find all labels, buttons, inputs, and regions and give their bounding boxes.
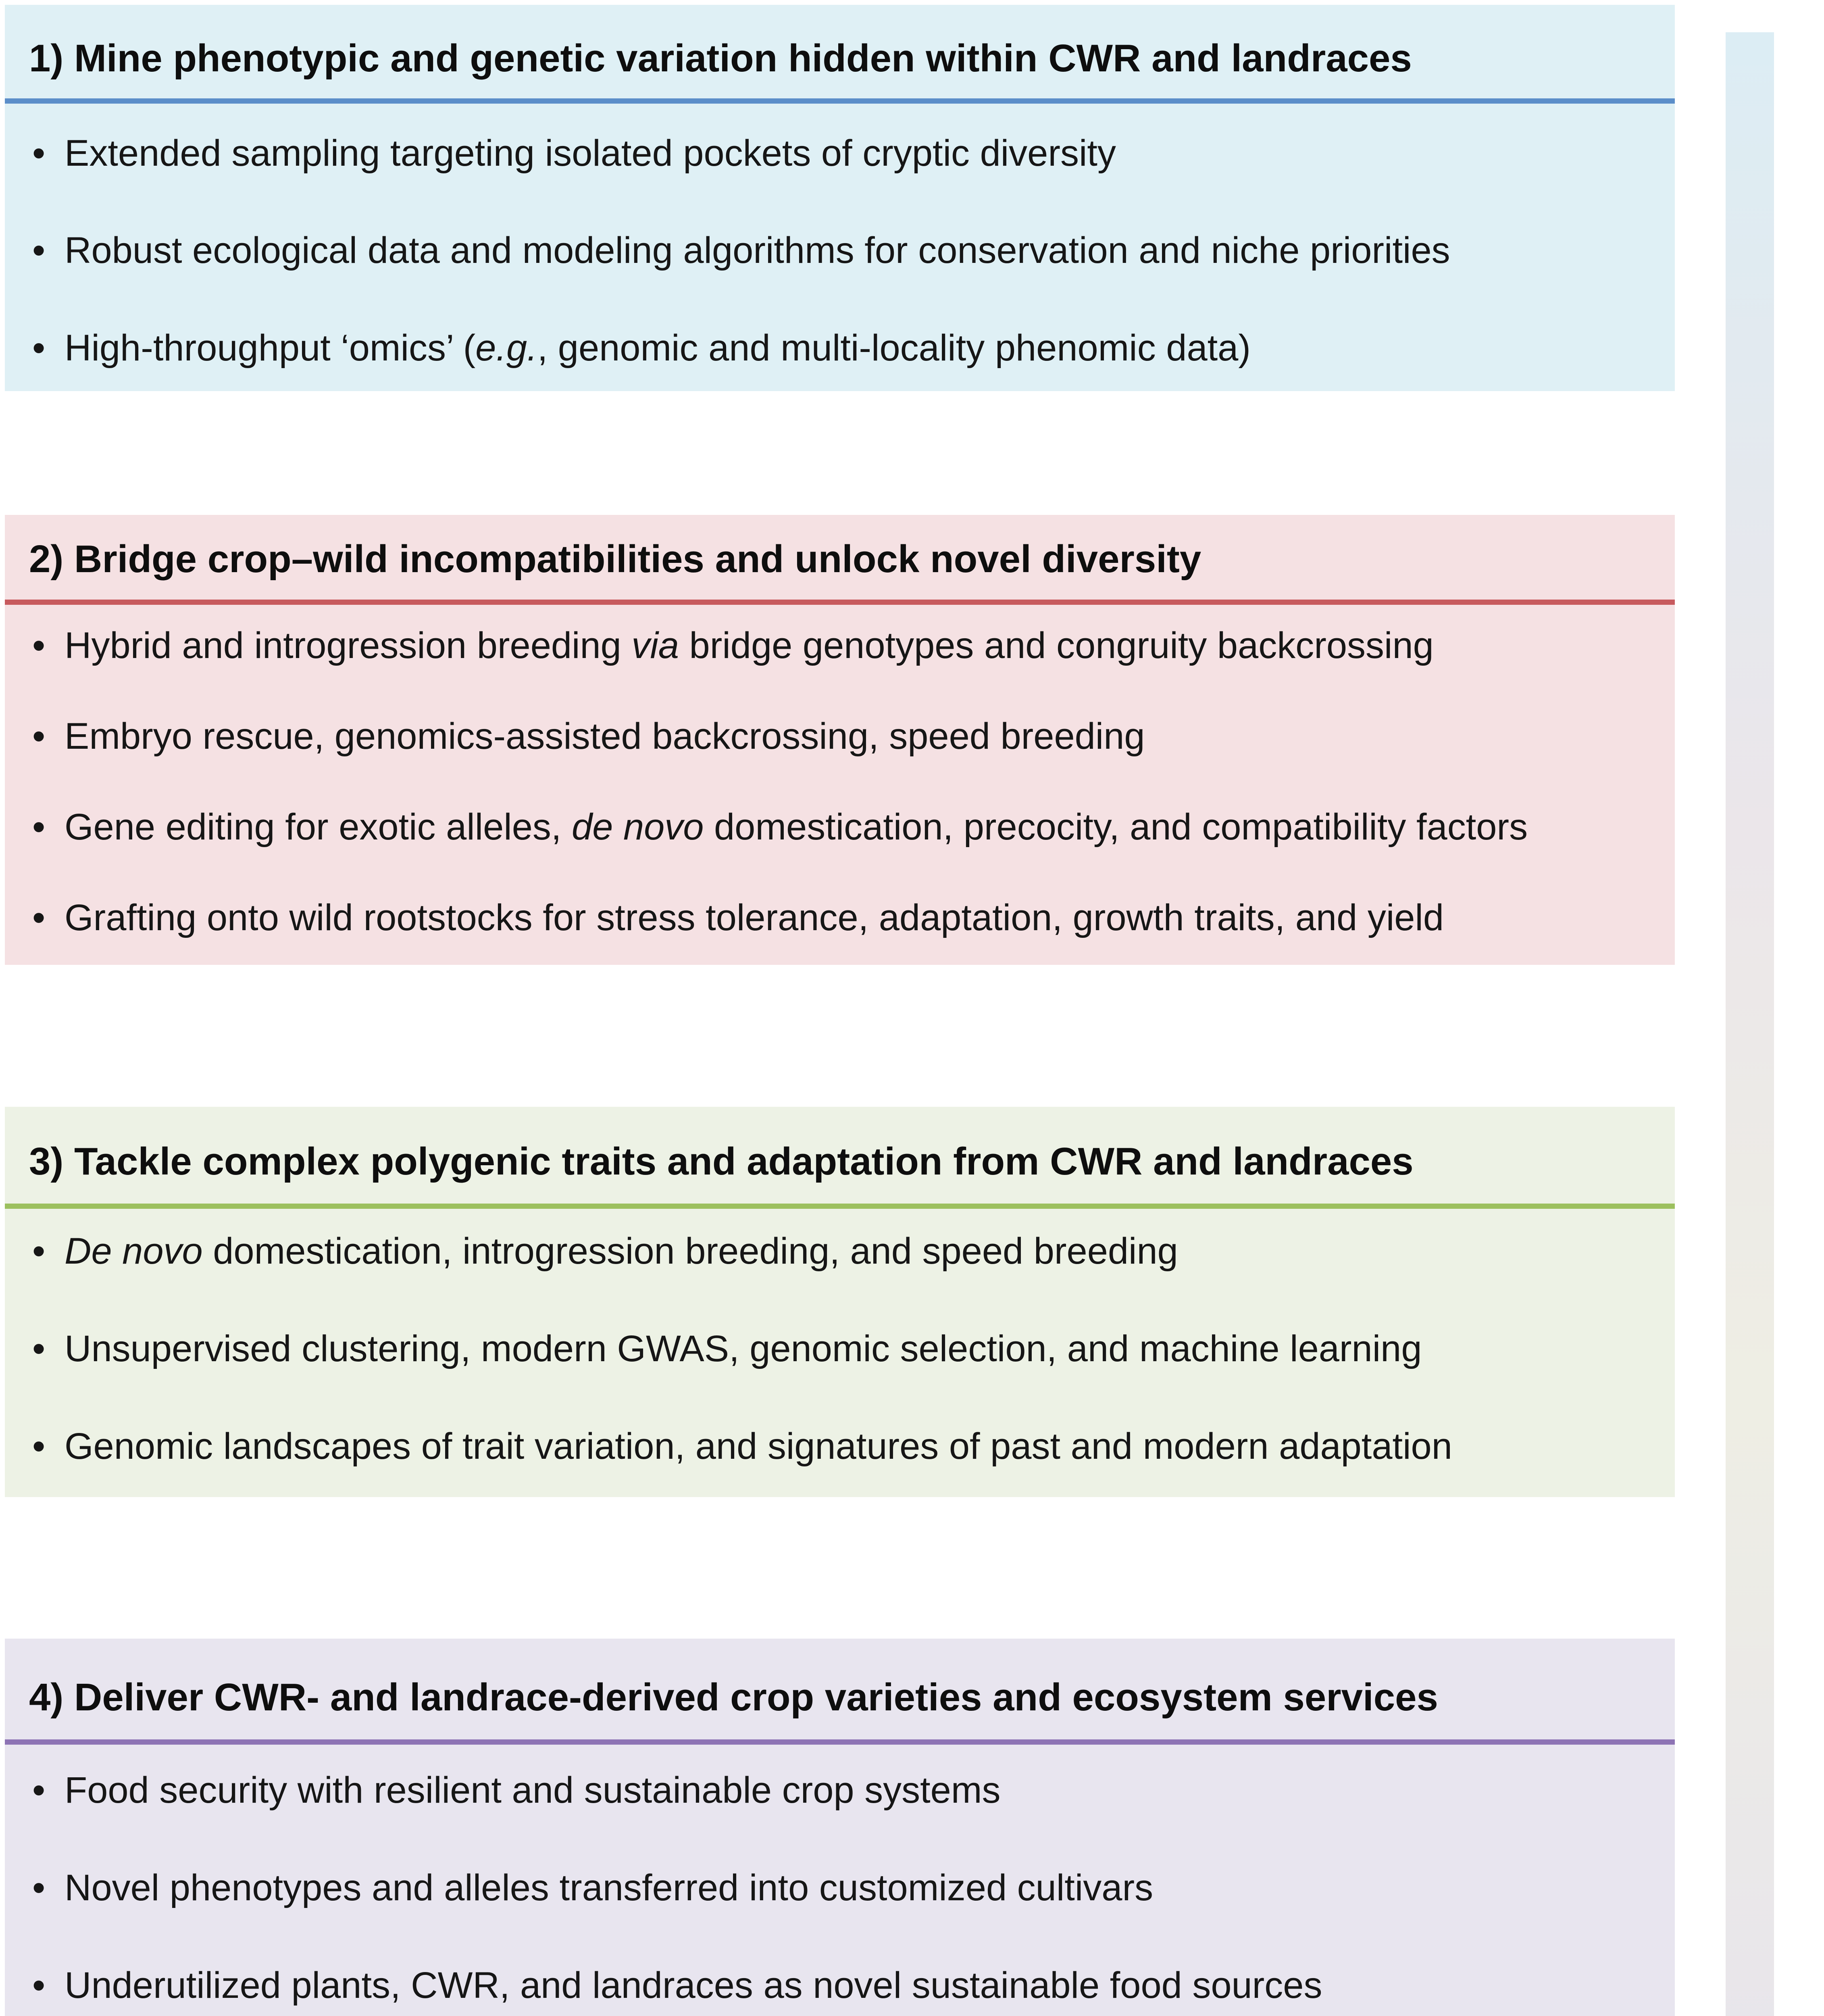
bullet-item: • Grafting onto wild rootstocks for stress tolerance, adaptation, growth traits, and yield [32,897,1444,938]
step-panel-4-title: 4) Deliver CWR- and landrace-derived crop varieties and ecosystem services [29,1676,1438,1719]
bullet-item: • Novel phenotypes and alleles transferred into customized cultivars [32,1867,1154,1908]
step-panel-4-divider [5,1739,1675,1745]
bullet-item: • Robust ecological data and modeling algorithms for conservation and niche priorities [32,230,1450,271]
step-panel-1 [5,5,1675,391]
flow-arrow [1689,32,1798,2016]
bullet-item: • High-throughput ‘omics’ (e.g., genomic and multi-locality phenomic data) [32,327,1251,369]
step-panel-1-title: 1) Mine phenotypic and genetic variation hidden within CWR and landraces [29,37,1412,80]
step-panel-3 [5,1107,1675,1497]
bullet-item: • Food security with resilient and sustainable crop systems [32,1770,1001,1811]
step-panel-4 [5,1639,1675,2016]
bullet-item: • Embryo rescue, genomics-assisted backcrossing, speed breeding [32,716,1145,757]
flow-arrow-shape [1701,32,1798,2016]
bullet-item: • De novo domestication, introgression breeding, and speed breeding [32,1231,1178,1272]
bullet-item: • Hybrid and introgression breeding via bridge genotypes and congruity backcrossing [32,625,1434,666]
step-panel-3-title: 3) Tackle complex polygenic traits and adaptation from CWR and landraces [29,1140,1414,1183]
step-panel-3-divider [5,1204,1675,1209]
step-panel-2-title: 2) Bridge crop–wild incompatibilities and unlock novel diversity [29,537,1201,581]
bullet-item: • Extended sampling targeting isolated pockets of cryptic diversity [32,133,1116,174]
bullet-item: • Gene editing for exotic alleles, de novo domestication, precocity, and compatibility factors [32,806,1528,848]
bullet-item: • Unsupervised clustering, modern GWAS, genomic selection, and machine learning [32,1328,1422,1369]
bullet-item: • Underutilized plants, CWR, and landraces as novel sustainable food sources [32,1965,1322,2006]
step-panel-1-divider [5,98,1675,104]
step-panel-2-divider [5,600,1675,605]
bullet-item: • Genomic landscapes of trait variation, and signatures of past and modern adaptation [32,1426,1452,1467]
step-panel-2 [5,515,1675,965]
